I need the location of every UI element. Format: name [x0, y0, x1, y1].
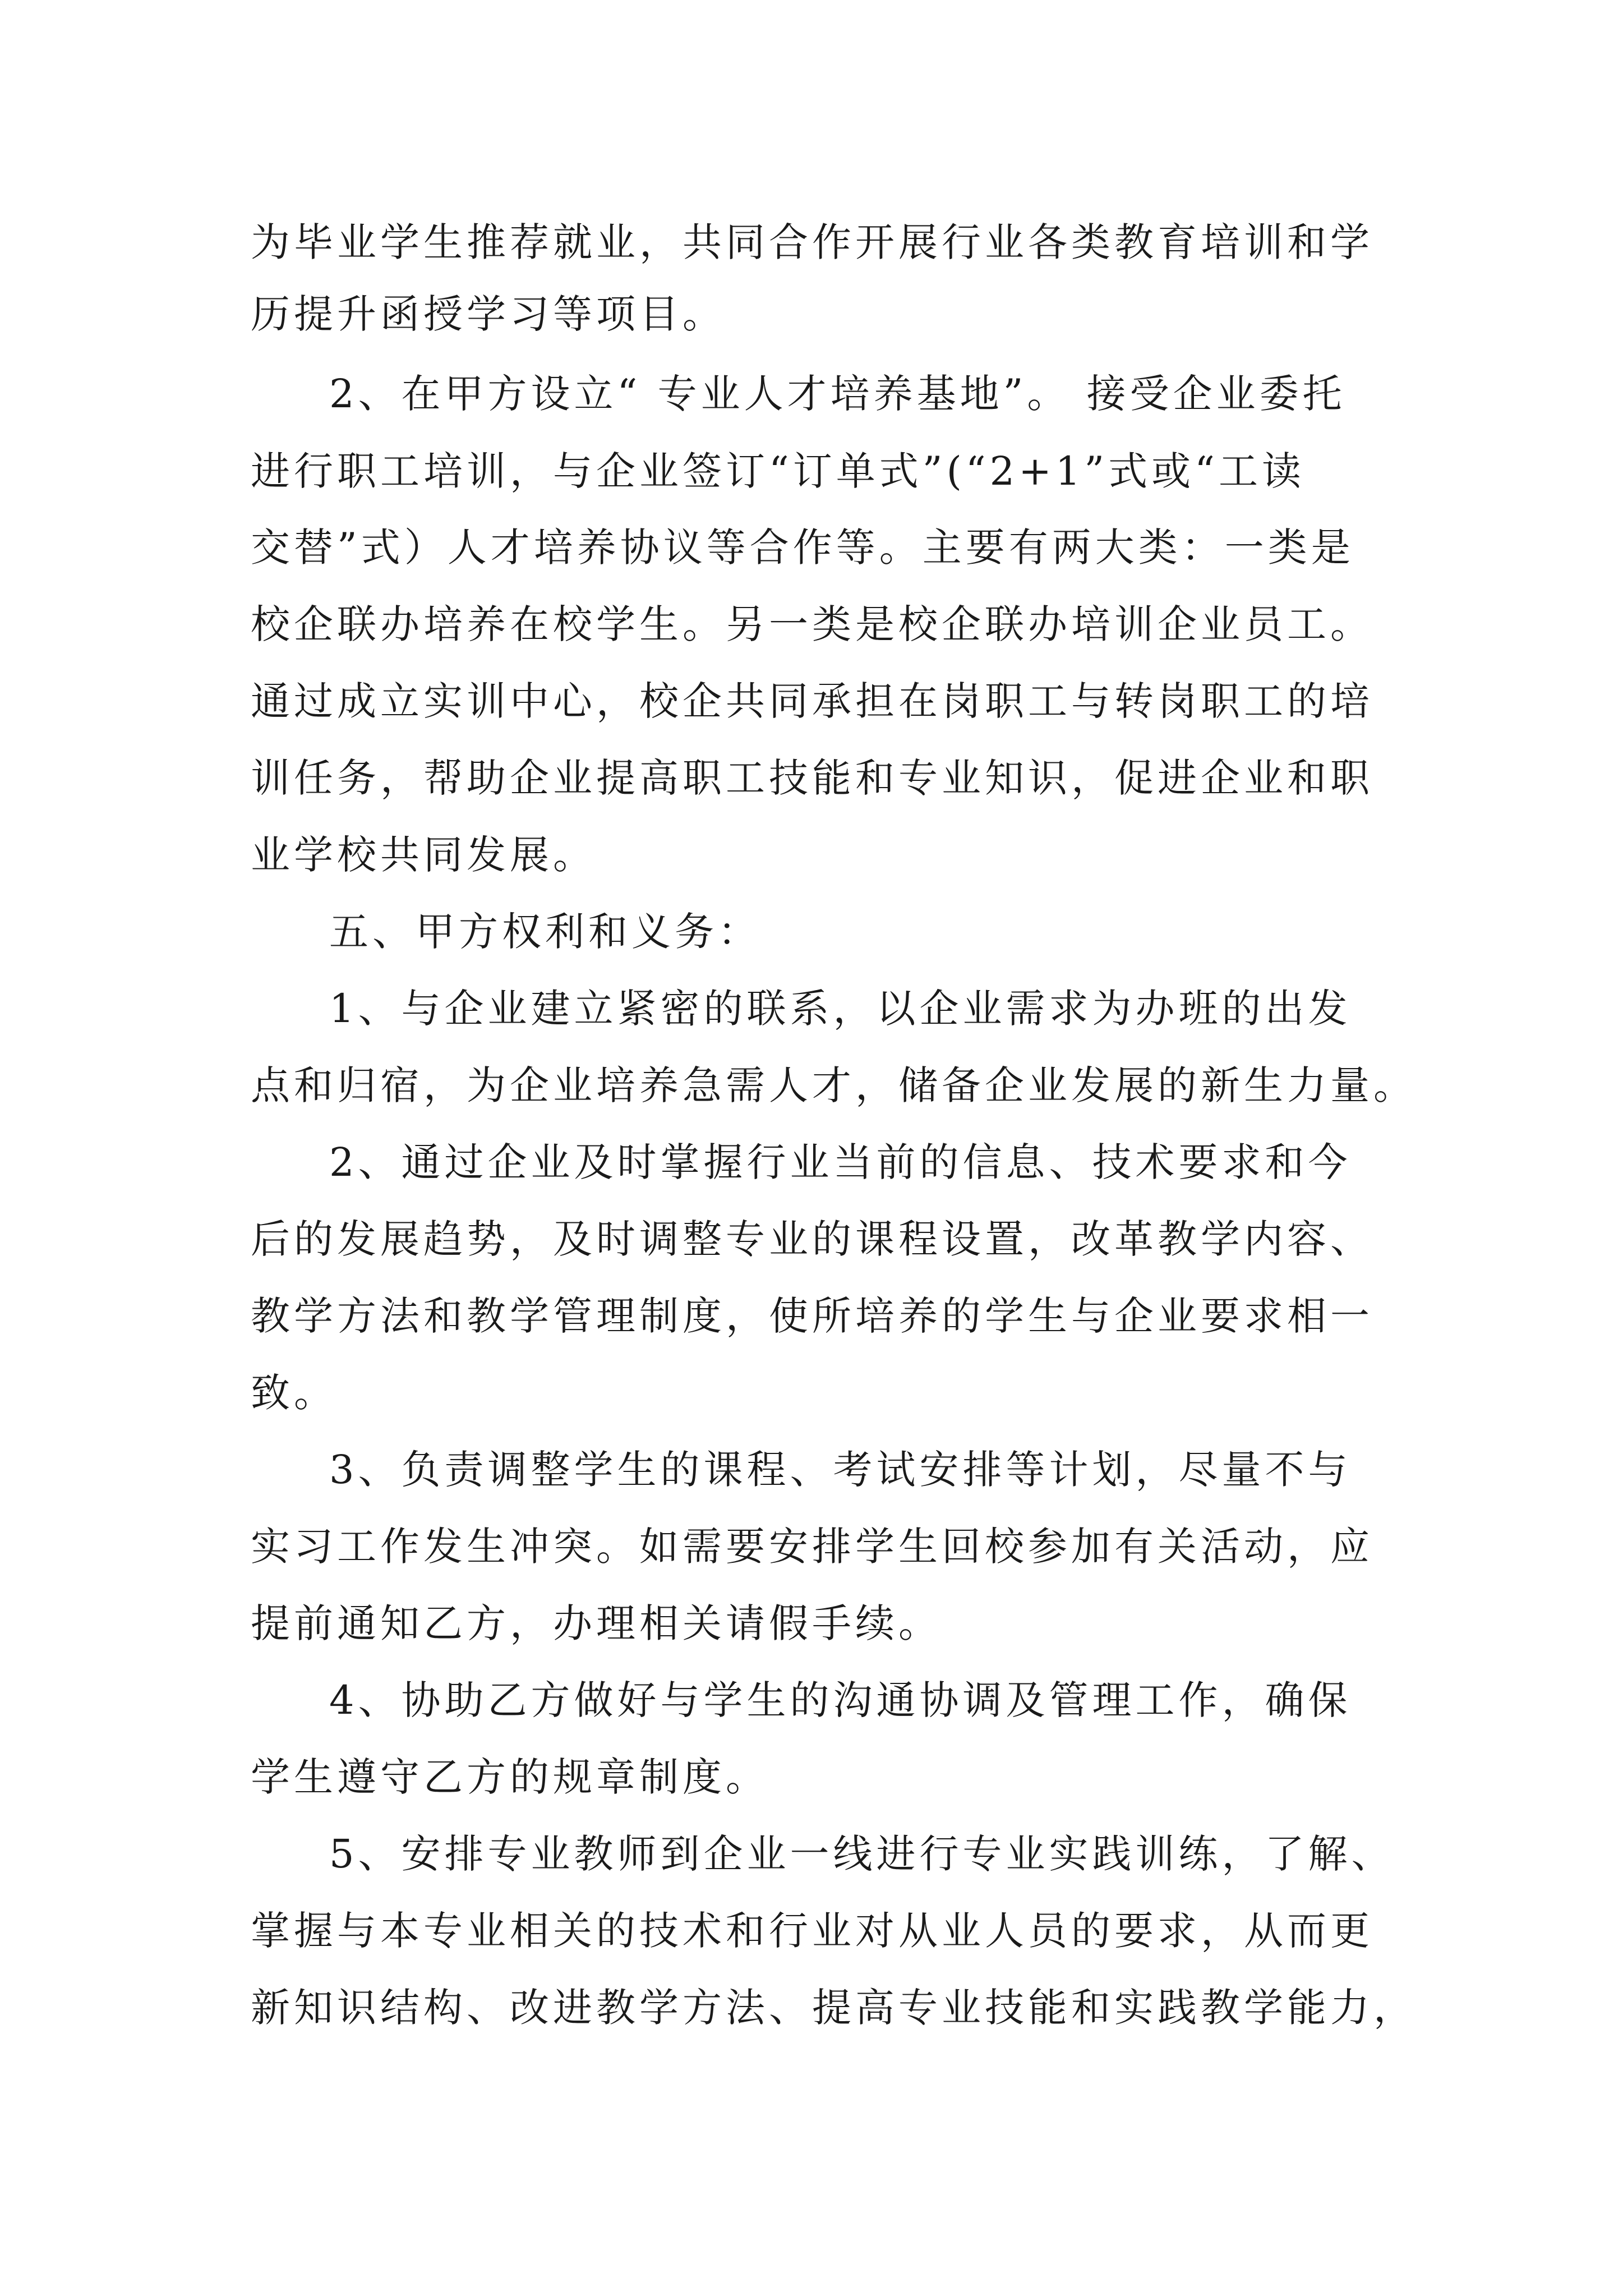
text-line: 训任务，帮助企业提高职工技能和专业知识，促进企业和职 [251, 755, 1373, 801]
text-line: 业学校共同发展。 [251, 832, 596, 878]
text-line: 1、与企业建立紧密的联系，以企业需求为办班的出发 [329, 986, 1352, 1032]
text-line: 5、安排专业教师到企业一线进行专业实践训练，了解、 [329, 1831, 1395, 1877]
text-line: 为毕业学生推荐就业，共同合作开展行业各类教育培训和学 [251, 219, 1373, 265]
text-line: 通过成立实训中心，校企共同承担在岗职工与转岗职工的培 [251, 678, 1373, 724]
text-line: 提前通知乙方，办理相关请假手续。 [251, 1600, 942, 1646]
text-line: 新知识结构、改进教学方法、提高专业技能和实践教学能力， [251, 1985, 1417, 2031]
text-line: 历提升函授学习等项目。 [251, 291, 726, 337]
text-line: 3、负责调整学生的课程、考试安排等计划，尽量不与 [329, 1447, 1352, 1493]
text-line: 校企联办培养在校学生。另一类是校企联办培训企业员工。 [251, 601, 1373, 647]
text-line: 进行职工培训，与企业签订“订单式”(“2+1”式或“工读 [251, 448, 1305, 494]
text-line: 2、通过企业及时掌握行业当前的信息、技术要求和今 [329, 1139, 1352, 1185]
section-heading: 五、甲方权利和义务： [329, 909, 761, 955]
text-line: 教学方法和教学管理制度，使所培养的学生与企业要求相一 [251, 1293, 1373, 1339]
text-line: 4、协助乙方做好与学生的沟通协调及管理工作，确保 [329, 1677, 1352, 1723]
text-line: 2、在甲方设立“ 专业人才培养基地”。 接受企业委托 [329, 371, 1346, 417]
text-line: 交替”式）人才培养协议等合作等。主要有两大类：一类是 [251, 524, 1354, 570]
text-line: 掌握与本专业相关的技术和行业对从业人员的要求，从而更 [251, 1908, 1373, 1954]
text-line: 点和归宿，为企业培养急需人才，储备企业发展的新生力量。 [251, 1062, 1417, 1108]
text-line: 后的发展趋势，及时调整专业的课程设置，改革教学内容、 [251, 1216, 1373, 1262]
text-line: 致。 [251, 1370, 337, 1416]
text-line: 学生遵守乙方的规章制度。 [251, 1754, 769, 1800]
text-line: 实习工作发生冲突。如需要安排学生回校参加有关活动，应 [251, 1524, 1373, 1570]
